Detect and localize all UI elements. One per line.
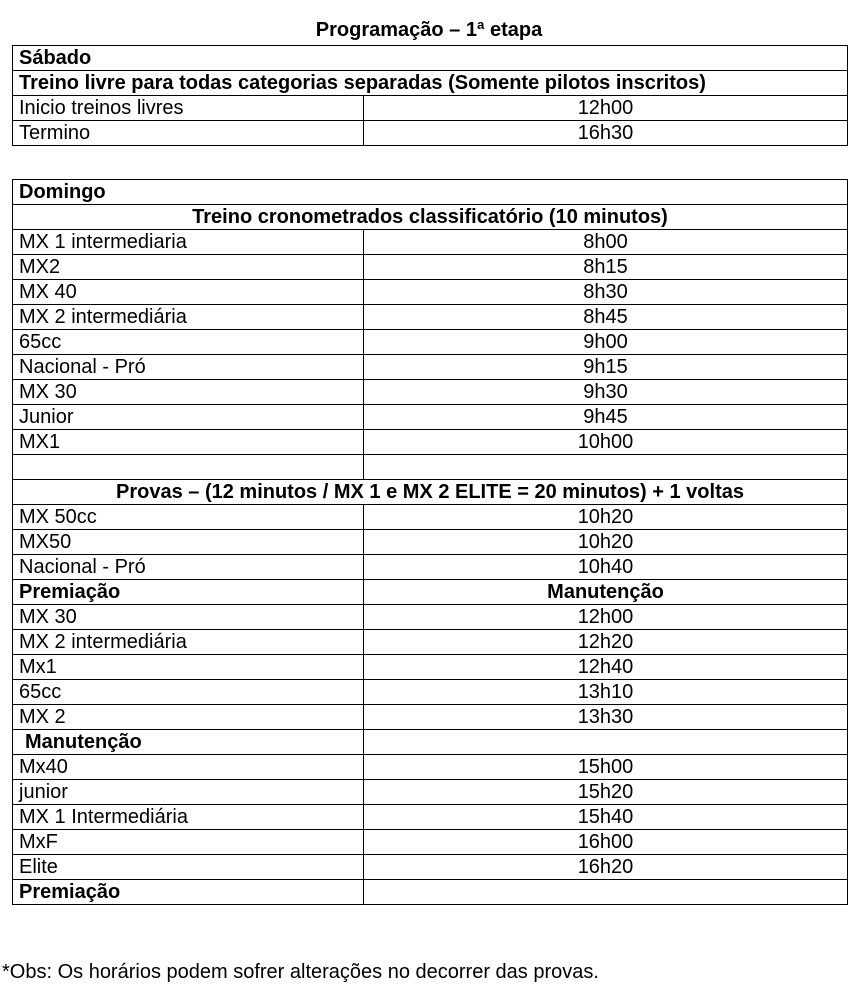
- table-row: [13, 480, 848, 505]
- event-label: MX50: [13, 530, 364, 555]
- event-time: 8h45: [364, 305, 848, 330]
- section-heading-free-practice: Treino livre para todas categorias separadas (Somente pilotos inscritos): [13, 71, 848, 96]
- event-time: 12h00: [364, 96, 848, 121]
- event-label: MxF: [13, 830, 364, 855]
- event-label: Mx40: [13, 755, 364, 780]
- table-row: [13, 46, 848, 71]
- table-row: [13, 330, 848, 355]
- event-time: 9h15: [364, 355, 848, 380]
- table-row: [13, 730, 848, 755]
- table-row: [13, 755, 848, 780]
- event-label: MX 30: [13, 380, 364, 405]
- event-time: 13h30: [364, 705, 848, 730]
- table-row: [13, 430, 848, 455]
- event-label: MX 40: [13, 280, 364, 305]
- event-time: 8h30: [364, 280, 848, 305]
- event-label: 65cc: [13, 680, 364, 705]
- event-time: 8h15: [364, 255, 848, 280]
- event-label: MX 2: [13, 705, 364, 730]
- event-label: MX 2 intermediária: [13, 305, 364, 330]
- event-time: 12h20: [364, 630, 848, 655]
- event-label: MX 2 intermediária: [13, 630, 364, 655]
- table-row: [13, 96, 848, 121]
- event-time: 9h30: [364, 380, 848, 405]
- event-label: MX 1 Intermediária: [13, 805, 364, 830]
- event-time: 9h45: [364, 405, 848, 430]
- event-time: 16h00: [364, 830, 848, 855]
- event-label: MX 1 intermediaria: [13, 230, 364, 255]
- table-row: [13, 630, 848, 655]
- table-row: [13, 705, 848, 730]
- event-time: 12h00: [364, 605, 848, 630]
- event-label: Junior: [13, 405, 364, 430]
- event-time: 10h00: [364, 430, 848, 455]
- event-time: 15h40: [364, 805, 848, 830]
- table-row: [13, 830, 848, 855]
- saturday-schedule-table: [12, 45, 848, 146]
- empty-row: [13, 455, 848, 480]
- event-label: MX 30: [13, 605, 364, 630]
- event-label: Nacional - Pró: [13, 355, 364, 380]
- day-heading-sunday: Domingo: [13, 180, 848, 205]
- event-time: 15h20: [364, 780, 848, 805]
- event-time: 13h10: [364, 680, 848, 705]
- event-label: MX2: [13, 255, 364, 280]
- table-row: [13, 855, 848, 880]
- table-row: [13, 780, 848, 805]
- table-row: [13, 605, 848, 630]
- event-time: 16h30: [364, 121, 848, 146]
- table-row: [13, 530, 848, 555]
- empty-cell: [364, 730, 848, 755]
- table-row: [13, 180, 848, 205]
- day-heading-saturday: Sábado: [13, 46, 848, 71]
- table-row: [13, 880, 848, 905]
- table-row: [13, 380, 848, 405]
- footnote: *Obs: Os horários podem sofrer alterações no decorrer das provas.: [2, 961, 599, 983]
- event-time: 8h00: [364, 230, 848, 255]
- empty-cell: [364, 455, 848, 480]
- empty-cell: [364, 880, 848, 905]
- table-row: [13, 305, 848, 330]
- table-row: [13, 805, 848, 830]
- event-label: Inicio treinos livres: [13, 96, 364, 121]
- event-label: MX1: [13, 430, 364, 455]
- table-row: [13, 205, 848, 230]
- table-row: [13, 505, 848, 530]
- empty-cell: [13, 455, 364, 480]
- page-title: Programação – 1ª etapa: [315, 19, 543, 41]
- event-label: Elite: [13, 855, 364, 880]
- table-row: [13, 230, 848, 255]
- award-label: Premiação: [13, 580, 364, 605]
- table-row: [13, 280, 848, 305]
- event-time: 10h20: [364, 505, 848, 530]
- event-label: Nacional - Pró: [13, 555, 364, 580]
- maintenance-label: Manutenção: [13, 730, 364, 755]
- event-time: 10h20: [364, 530, 848, 555]
- event-label: 65cc: [13, 330, 364, 355]
- event-label: MX 50cc: [13, 505, 364, 530]
- section-heading-races: Provas – (12 minutos / MX 1 e MX 2 ELITE = 20 minutos) + 1 voltas: [13, 480, 848, 505]
- table-row: [13, 405, 848, 430]
- event-label: junior: [13, 780, 364, 805]
- table-row: [13, 255, 848, 280]
- event-time: 9h00: [364, 330, 848, 355]
- table-row: [13, 555, 848, 580]
- event-time: 10h40: [364, 555, 848, 580]
- event-time: 16h20: [364, 855, 848, 880]
- event-label: Termino: [13, 121, 364, 146]
- table-row: [13, 71, 848, 96]
- award-label: Premiação: [13, 880, 364, 905]
- sunday-schedule-table: [12, 179, 848, 905]
- event-time: 12h40: [364, 655, 848, 680]
- table-row: [13, 680, 848, 705]
- table-row: [13, 121, 848, 146]
- event-label: Mx1: [13, 655, 364, 680]
- maintenance-label: Manutenção: [364, 580, 848, 605]
- table-row: [13, 580, 848, 605]
- section-heading-qualifying: Treino cronometrados classificatório (10 minutos): [13, 205, 848, 230]
- event-time: 15h00: [364, 755, 848, 780]
- table-row: [13, 355, 848, 380]
- table-row: [13, 655, 848, 680]
